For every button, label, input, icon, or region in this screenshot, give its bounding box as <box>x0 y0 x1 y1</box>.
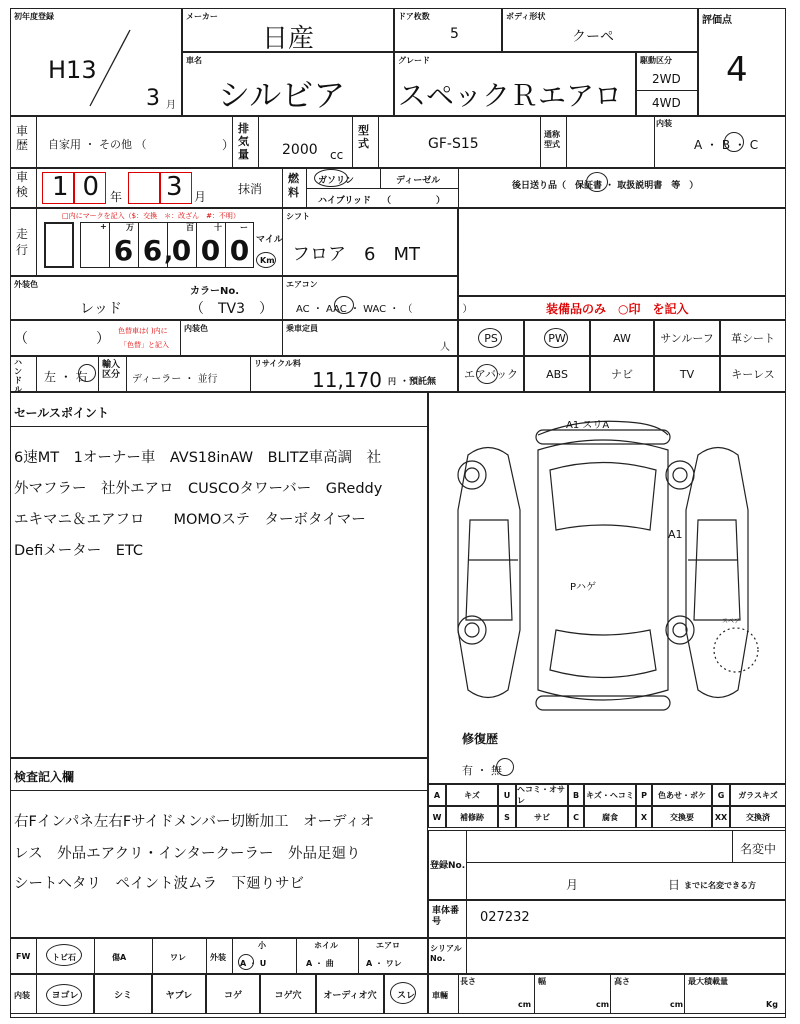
ext-aero: エアロ <box>376 941 400 950</box>
chassis-label: 車体番号 <box>432 906 460 927</box>
model-label: 車名 <box>186 56 202 65</box>
reg-day: 日 <box>668 878 681 892</box>
fw-item1-circle <box>46 944 82 966</box>
sales-line-2: 外マフラー 社外エアロ CUSCOタワーバー GReddy <box>14 481 383 497</box>
color-code-label: カラーNo. <box>190 286 240 297</box>
history-value: 自家用 ・ その他 （ <box>48 138 147 151</box>
mark-a1-top: A1 スリA <box>566 420 610 431</box>
inspection-year-unit: 年 <box>110 190 123 204</box>
interior-circle-mark <box>724 132 744 152</box>
dims-height-unit: cm <box>670 1000 684 1009</box>
handle-div3 <box>126 356 127 392</box>
interior-item: スレ <box>384 974 428 1014</box>
equip-keyless: キーレス <box>720 356 786 392</box>
pw-circle <box>544 328 568 348</box>
equip-title: 装備品のみ ○印 を記入 <box>546 302 689 316</box>
dims-div1 <box>534 974 535 1014</box>
interior-value: A ・ B ・ C <box>694 138 759 152</box>
mileage-digit-2: 6 <box>113 234 134 267</box>
ps-circle <box>478 328 502 348</box>
fw-div1 <box>36 938 37 974</box>
repaint-paren-close: ） <box>96 331 110 347</box>
mileage-digit-4: 0 <box>171 234 192 267</box>
legend-code: C <box>568 806 584 828</box>
history-div4 <box>352 116 353 168</box>
legend-desc: 交換済 <box>730 806 786 828</box>
repaint-row <box>10 320 458 356</box>
recycle-label: リサイクル料 <box>254 359 301 368</box>
reg-month: 月 <box>566 878 579 892</box>
capacity-label: 乗車定員 <box>286 324 318 333</box>
repaint-note1: 色替車は( )内に <box>118 327 168 335</box>
reg-deadline: までに名変できる方 <box>684 881 756 890</box>
equip-airbag: エアバック <box>458 356 524 392</box>
history-div5 <box>378 116 379 168</box>
recycle-deposit: ・預託無 <box>400 377 437 387</box>
history-div8 <box>654 116 655 168</box>
interior-item: コゲ <box>206 974 260 1014</box>
interior-item-circle <box>46 984 82 1006</box>
handle-div2 <box>98 356 99 392</box>
legend-code: B <box>568 784 584 806</box>
fuel-diesel: ディーゼル <box>396 176 441 186</box>
displacement-unit: cc <box>330 148 344 162</box>
legend-code: XX <box>712 806 730 828</box>
legend-desc: ガラスキズ <box>730 784 786 806</box>
check-line-2: レス 外品エアクリ・インタークーラー 外品足廻り <box>14 846 361 862</box>
handle-div4 <box>250 356 251 392</box>
serial-box <box>428 938 786 974</box>
equip-navi: ナビ <box>590 356 654 392</box>
equip-aw: AW <box>590 320 654 356</box>
legend-desc: ヘコミ・オサレ <box>516 784 568 806</box>
capacity-unit: 人 <box>440 342 450 353</box>
drive-divider <box>636 90 698 91</box>
mileage-comma: , <box>164 238 174 266</box>
fw-div4 <box>206 938 207 974</box>
handle-circle <box>78 364 96 382</box>
reg-div1 <box>466 830 467 900</box>
equip-sunroof: サンルーフ <box>654 320 720 356</box>
first-reg-label: 初年度登録 <box>14 12 54 21</box>
inspection-cancelled: 抹消 <box>238 182 263 196</box>
repaint-div1 <box>180 320 181 356</box>
mileage-man: 万 <box>126 223 134 232</box>
fw-item-2: 傷A <box>112 953 127 962</box>
fw-div3 <box>152 938 153 974</box>
displacement-label: 排気量 <box>238 122 249 161</box>
fw-item-1: トビ石 <box>52 953 76 962</box>
interior-label: 内装 <box>656 119 672 128</box>
history-label: 車歴 <box>16 124 29 152</box>
handle-div1 <box>36 356 37 392</box>
score-label: 評価点 <box>702 15 732 26</box>
equip-ps: PS <box>458 320 524 356</box>
name-change: 名変中 <box>740 842 777 856</box>
mileage-minus: ー <box>240 223 248 232</box>
inspection-year: 10 <box>52 172 114 202</box>
model-value: シルビア <box>218 76 346 114</box>
ext-small-val: A ・ U <box>240 959 267 968</box>
mark-a1-side: A1 <box>668 528 683 541</box>
mileage-note: □内にマークを記入（$：交換 ＊：改ざん #：不明） <box>62 212 240 220</box>
fuel-hdiv <box>306 188 458 189</box>
fuel-hybrid: ハイブリッド <box>318 196 372 206</box>
common-type-label: 通称型式 <box>544 130 560 149</box>
fuel-label: 燃料 <box>288 172 299 199</box>
history-close: ） <box>222 138 235 152</box>
sales-title-line <box>10 426 428 427</box>
legend-desc: 補修跡 <box>446 806 498 828</box>
ac-value: AC ・ AAC ・ WAC ・ （ ） <box>296 304 473 315</box>
interior-item: ヨゴレ <box>36 974 94 1014</box>
ext-aero-val: A ・ ワレ <box>366 959 402 968</box>
color-div <box>282 276 283 320</box>
insp-div2 <box>282 168 283 208</box>
history-div3 <box>258 116 259 168</box>
history-div6 <box>540 116 541 168</box>
grade-value: スペックＲエアロ <box>398 79 623 112</box>
docs-circle <box>586 172 608 192</box>
mileage-label: 走行 <box>16 227 29 257</box>
type-label: 型式 <box>358 124 369 150</box>
repair-value: 有 ・ 無 <box>462 764 502 777</box>
fw-label: FW <box>16 952 31 961</box>
interior-item: シミ <box>94 974 152 1014</box>
check-title-line <box>10 790 428 791</box>
fuel-vdiv <box>380 168 381 188</box>
interior-item-circle <box>390 982 416 1004</box>
sales-line-1: 6速MT 1オーナー車 AVS18inAW BLITZ車高調 社 <box>14 450 382 466</box>
first-reg-year: H13 <box>48 56 97 84</box>
fw-div2 <box>94 938 95 974</box>
maker-label: メーカー <box>186 12 218 21</box>
doors-value: 5 <box>450 26 459 42</box>
ac-label: エアコン <box>286 280 318 289</box>
legend-code: P <box>636 784 652 806</box>
mark-roof: Pハゲ <box>570 582 597 593</box>
mileage-plus-1: + <box>100 222 107 231</box>
dims-label: 車輛 <box>432 991 448 1000</box>
inspection-month-unit: 月 <box>194 190 207 204</box>
ext-label: 外装 <box>210 953 226 962</box>
history-div1 <box>36 116 37 168</box>
check-line-3: シートヘタリ ペイント波ムラ 下廻りサビ <box>14 876 304 892</box>
ext-wheel: ホイル <box>314 941 338 950</box>
equip-pw: PW <box>524 320 590 356</box>
mileage-jyu: 十 <box>214 223 222 232</box>
int-label: 内装 <box>14 991 30 1000</box>
drive-4wd: 4WD <box>652 96 681 110</box>
fw-div5 <box>232 938 233 974</box>
dims-length-unit: cm <box>518 1000 532 1009</box>
inspection-label: 車検 <box>16 170 29 199</box>
legend-code: G <box>712 784 730 806</box>
equip-abs: ABS <box>524 356 590 392</box>
color-label: 外装色 <box>14 280 38 289</box>
legend-desc: キズ <box>446 784 498 806</box>
mileage-km: Km <box>260 256 275 265</box>
sales-line-4: Defiメーター ETC <box>14 543 144 559</box>
insp-div4 <box>458 168 459 208</box>
mileage-hyaku: 百 <box>186 223 194 232</box>
sales-line-3: エキマニ＆エアフロ MOMOステ ターボタイマー <box>14 512 366 528</box>
dims-div3 <box>684 974 685 1014</box>
ext-small-circle <box>238 954 254 970</box>
maker-value: 日産 <box>262 24 315 54</box>
fw-div7 <box>358 938 359 974</box>
spare-label: スペア <box>722 618 741 625</box>
reg-div2 <box>732 830 733 862</box>
type-value: GF-S15 <box>428 136 479 152</box>
handle-label: ハンドル <box>14 358 22 394</box>
history-div7 <box>566 116 567 168</box>
drive-2wd: 2WD <box>652 72 681 86</box>
doors-label: ドア枚数 <box>398 12 430 21</box>
ext-small: 小 <box>258 941 266 950</box>
mile-div2 <box>282 208 283 276</box>
legend-desc: 腐食 <box>584 806 636 828</box>
dims-div0 <box>458 974 459 1014</box>
color-code: （ TV3 ） <box>190 301 274 317</box>
fuel-gas-circle <box>314 169 348 187</box>
mile-div1 <box>36 208 37 276</box>
docs-area <box>458 208 786 296</box>
insp-month-box1 <box>128 172 160 204</box>
dims-div2 <box>610 974 611 1014</box>
score-value: 4 <box>726 50 748 90</box>
mileage-digit-3: 6 <box>142 234 163 267</box>
fw-div6 <box>296 938 297 974</box>
repair-title: 修復歴 <box>462 732 499 746</box>
mileage-mile: マイル <box>256 235 283 245</box>
body-label: ボディ形状 <box>506 12 546 21</box>
ac-circle <box>334 296 354 314</box>
interior-item: ヤブレ <box>152 974 206 1014</box>
import-label: 輸入区分 <box>102 360 121 380</box>
legend-desc: 交換要 <box>652 806 712 828</box>
repaint-note2: 「色替」と記入 <box>120 341 169 349</box>
serial-div <box>466 938 467 974</box>
legend-desc: 色あせ・ボケ <box>652 784 712 806</box>
mileage-first-box <box>44 222 74 268</box>
airbag-circle <box>476 364 498 384</box>
check-line-1: 右Fインパネ左右Fサイドメンバー切断加工 オーディオ <box>14 814 375 830</box>
mileage-digit-6: 0 <box>229 234 250 267</box>
displacement-value: 2000 <box>282 142 318 158</box>
mileage-digit-5: 0 <box>200 234 221 267</box>
fuel-gas: ガソリン <box>318 176 355 186</box>
docs-label: 後日送り品（ 保証書 ・ 取扱説明書 等 ） <box>512 181 699 191</box>
dims-max-load: 最大積載量 <box>688 977 728 986</box>
sales-title: セールスポイント <box>14 406 109 420</box>
fw-item-3: ワレ <box>170 953 186 962</box>
color-value: レッド <box>80 301 122 317</box>
inner-color-label: 内装色 <box>184 324 208 333</box>
chassis-value: 027232 <box>480 910 530 925</box>
dims-width-unit: cm <box>596 1000 610 1009</box>
serial-label: シリアルNo. <box>430 944 462 963</box>
dims-width: 幅 <box>538 977 546 986</box>
dims-height: 高さ <box>614 977 630 986</box>
body-value: クーペ <box>572 29 614 45</box>
import-value: ディーラー ・ 並行 <box>132 374 218 385</box>
dims-max-load-unit: Kg <box>766 1000 778 1009</box>
repair-circle <box>496 758 514 776</box>
grade-label: グレード <box>398 56 430 65</box>
legend-code: W <box>428 806 446 828</box>
legend-code: X <box>636 806 652 828</box>
legend-code: A <box>428 784 446 806</box>
first-reg-month: 3 <box>146 86 160 111</box>
repaint-paren-open: （ <box>14 331 28 347</box>
inspection-month: 3 <box>166 172 183 202</box>
km-circle <box>256 252 276 268</box>
interior-item: コゲ穴 <box>260 974 316 1014</box>
recycle-value: 11,170 <box>312 368 382 392</box>
equip-tv: TV <box>654 356 720 392</box>
shift-value: フロア 6 MT <box>292 244 420 265</box>
equip-leather: 革シート <box>720 320 786 356</box>
drive-label: 駆動区分 <box>640 56 672 65</box>
reg-no-label: 登録No. <box>430 861 466 871</box>
insp-div1 <box>36 168 37 208</box>
shift-label: シフト <box>286 212 310 221</box>
repaint-div2 <box>282 320 283 356</box>
legend-code: U <box>498 784 516 806</box>
interior-item: オーディオ穴 <box>316 974 384 1014</box>
legend-code: S <box>498 806 516 828</box>
dims-length: 長さ <box>460 977 476 986</box>
first-reg-month-unit: 月 <box>166 100 176 111</box>
check-title: 検査記入欄 <box>14 770 75 784</box>
car-diagram <box>428 400 786 740</box>
fuel-other: （ ） <box>382 196 446 206</box>
handle-value: 左 ・ 右 <box>44 370 88 384</box>
legend-desc: キズ・ヘコミ <box>584 784 636 806</box>
recycle-unit: 円 <box>388 377 396 386</box>
reg-hline <box>466 862 786 863</box>
chassis-div <box>466 900 467 938</box>
ext-wheel-val: A ・ 曲 <box>306 959 334 968</box>
history-div2 <box>232 116 233 168</box>
legend-desc: サビ <box>516 806 568 828</box>
